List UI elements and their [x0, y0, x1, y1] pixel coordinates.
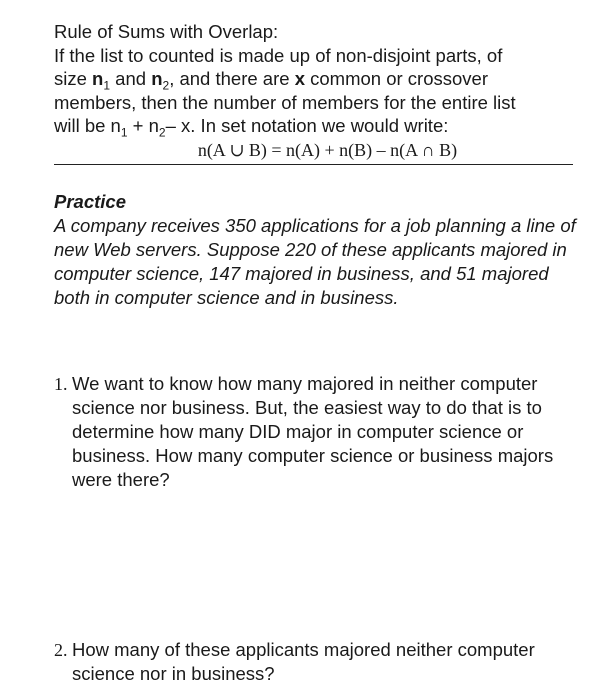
rule-will-be-text: will be n — [54, 115, 121, 136]
rule-line-2: If the list to counted is made up of non-disjoint parts, of — [54, 44, 503, 66]
question-2 — [54, 638, 579, 686]
rule-line-5 — [54, 114, 574, 138]
x-symbol: x — [294, 68, 305, 89]
rule-and-text: and — [110, 68, 152, 89]
line5-n1-subscript: 1 — [120, 125, 128, 140]
n1-symbol: n — [92, 68, 104, 89]
rule-minus-text: – x. In set notation we would write: — [165, 115, 449, 136]
question-1 — [54, 372, 579, 492]
line5-n2-subscript: 2 — [158, 125, 166, 140]
n1-subscript: 1 — [103, 78, 111, 93]
practice-section — [54, 190, 579, 310]
rule-line-4: members, then the number of members for the entire list — [54, 91, 516, 113]
practice-problem-text: A company receives 350 applications for a job planning a line of new Web servers. Suppose 220 of these applicants majored in computer science, 147 majored in business, and 51 majored both in computer science and in business. — [54, 215, 576, 308]
question-1-number: 1. — [54, 374, 68, 394]
question-1-text: We want to know how many majored in neither computer science nor business. But, the easiest way to do that is to determine how many DID major in computer science or business. How many computer science or business majors were there? — [72, 373, 554, 490]
rule-line-3 — [54, 67, 574, 91]
rule-title: Rule of Sums with Overlap: — [54, 21, 279, 42]
rule-of-sums-section — [54, 20, 574, 138]
practice-heading: Practice — [54, 191, 126, 212]
rule-size-text: size — [54, 68, 93, 89]
question-2-number: 2. — [54, 640, 68, 660]
question-2-text: How many of these applicants majored neither computer science nor in business? — [72, 639, 535, 684]
rule-common-text: common or crossover — [304, 68, 488, 89]
n2-symbol: n — [151, 68, 163, 89]
rule-there-are-text: , and there are — [169, 68, 295, 89]
n2-subscript: 2 — [162, 78, 170, 93]
set-notation-formula: n(A ∪ B) = n(A) + n(B) – n(A ∩ B) — [197, 140, 458, 160]
rule-plus-text: + n — [127, 115, 159, 136]
section-divider — [54, 164, 573, 165]
